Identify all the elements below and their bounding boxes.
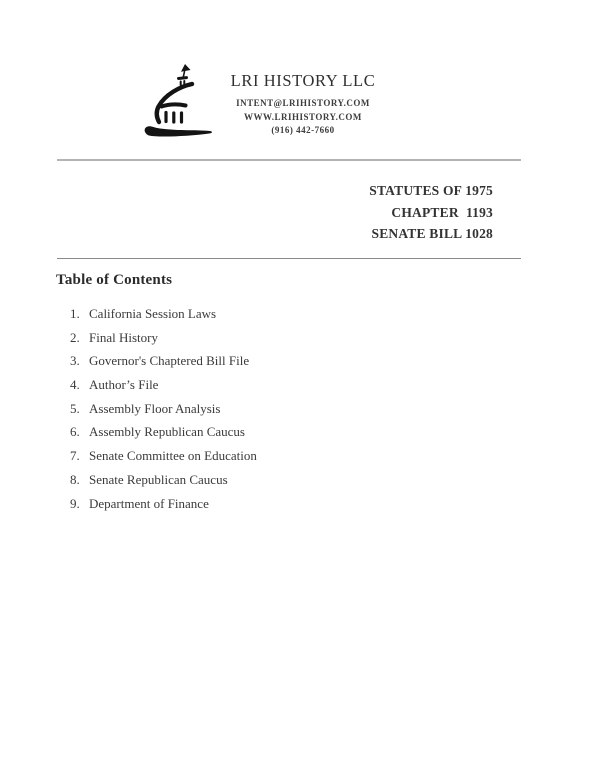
toc-item-number: 7. bbox=[70, 448, 80, 464]
toc-item-label: Department of Finance bbox=[89, 495, 209, 511]
toc-item bbox=[70, 326, 490, 350]
toc-item-label: Author’s File bbox=[89, 377, 159, 393]
toc-title: Table of Contents bbox=[56, 272, 173, 288]
toc-item-label: Assembly Floor Analysis bbox=[89, 400, 221, 416]
statutes-line: STATUTES OF 1975 bbox=[369, 183, 493, 198]
toc-item bbox=[70, 492, 490, 516]
toc-item-number: 4. bbox=[70, 377, 80, 393]
toc-item bbox=[70, 302, 490, 326]
toc-item-number: 3. bbox=[70, 353, 80, 369]
toc-item-number: 6. bbox=[70, 424, 80, 440]
company-name: LRI HISTORY LLC bbox=[230, 71, 376, 90]
toc-item bbox=[70, 373, 490, 397]
toc-item bbox=[70, 397, 490, 421]
chapter-line: CHAPTER 1193 bbox=[391, 204, 493, 220]
toc-item bbox=[70, 349, 490, 373]
toc-item-number: 8. bbox=[70, 471, 80, 487]
letterhead bbox=[203, 70, 403, 138]
toc-item-number: 2. bbox=[70, 329, 80, 345]
contact-block bbox=[203, 97, 403, 138]
divider-middle bbox=[57, 258, 521, 259]
toc-item-label: Assembly Republican Caucus bbox=[89, 424, 245, 440]
toc-item-label: Governor's Chaptered Bill File bbox=[89, 353, 250, 369]
divider-top bbox=[57, 159, 521, 161]
toc-item-label: California Session Laws bbox=[89, 306, 217, 321]
contact-email: INTENT@LRIHISTORY.COM bbox=[236, 98, 370, 108]
toc-list bbox=[70, 302, 490, 515]
contact-phone: (916) 442-7660 bbox=[271, 125, 335, 135]
contact-website: WWW.LRIHISTORY.COM bbox=[244, 111, 362, 122]
toc-item-label: Final History bbox=[89, 329, 158, 345]
toc-item-label: Senate Republican Caucus bbox=[89, 471, 228, 487]
toc-item bbox=[70, 420, 490, 444]
toc-item bbox=[70, 468, 490, 492]
toc-item bbox=[70, 444, 490, 468]
bill-reference-block bbox=[369, 180, 493, 245]
toc-item-number: 5. bbox=[70, 400, 80, 416]
toc-item-number: 9. bbox=[70, 495, 80, 511]
toc-item-number: 1. bbox=[70, 306, 80, 321]
senate-bill-line: SENATE BILL 1028 bbox=[371, 226, 493, 242]
toc-item-label: Senate Committee on Education bbox=[89, 448, 257, 464]
